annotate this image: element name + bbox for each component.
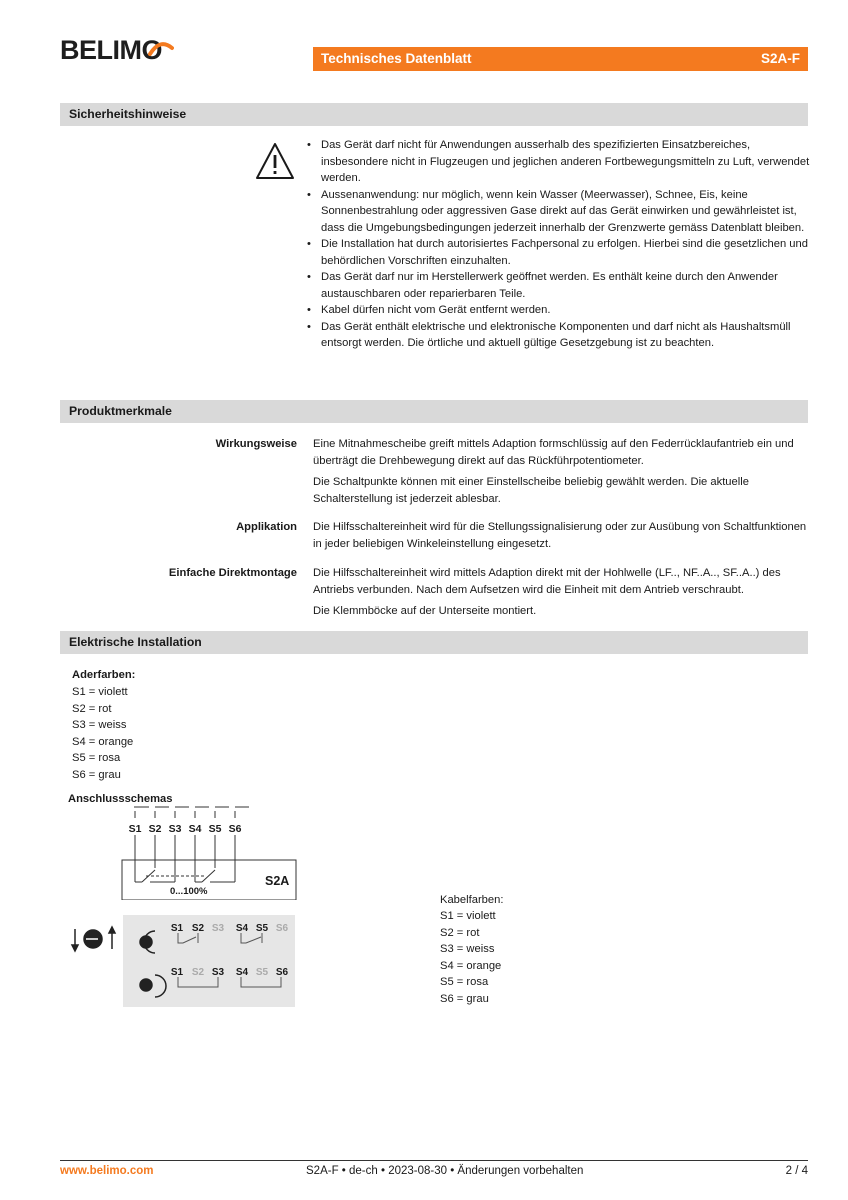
terminal-label: S2	[148, 823, 162, 835]
logo-swoosh-icon	[148, 40, 174, 56]
feature-label: Applikation	[236, 521, 297, 533]
terminal-label: S1	[170, 967, 184, 978]
terminal-label: S2	[191, 923, 205, 934]
terminal-label: S6	[275, 923, 289, 934]
terminal-label: S1	[170, 923, 184, 934]
paragraph: Eine Mitnahmescheibe greift mittels Adaption formschlüssig auf den Federrücklaufantrieb ein und überträgt die Drehbewegung direkt auf das Rückführpotentiometer.	[313, 438, 794, 467]
paragraph: Die Schaltpunkte können mit einer Einstellscheibe beliebig gewählt werden. Die aktuelle Schalterstellung ist jederzeit ablesbar.	[313, 476, 749, 505]
terminal-label: S2	[191, 967, 205, 978]
list-item: S4 = orange	[72, 735, 134, 748]
document-title: Technisches Datenblatt	[321, 51, 472, 66]
paragraph: Die Hilfsschaltereinheit wird mittels Adaption direkt mit der Hohlwelle (LF.., NF..A.., SF..A..) des Antriebs verbunden. Nach dem Aufsetzen wird die Einheit mit dem Antrieb verschraubt.	[313, 567, 781, 596]
range-label: 0...100%	[170, 886, 208, 897]
list-item: S4 = orange	[440, 959, 502, 972]
schema-title: Anschlussschemas	[68, 793, 173, 805]
footer-website-link[interactable]: www.belimo.com	[60, 1165, 154, 1177]
wire-colors-list	[72, 684, 133, 784]
terminal-label: S6	[275, 967, 289, 978]
paragraph: Die Hilfsschaltereinheit wird für die Stellungssignalisierung oder zur Ausübung von Schaltfunktionen in jeder beliebigen Winkeleinstellung eingesetzt.	[313, 521, 807, 550]
list-item: S3 = weiss	[72, 719, 127, 732]
list-item: S2 = rot	[440, 926, 480, 939]
terminal-label: S3	[211, 923, 225, 934]
section-title: Produktmerkmale	[69, 404, 172, 418]
list-item: • Aussenanwendung: nur möglich, wenn kein Wasser (Meerwasser), Schnee, Eis, keine Sonnenbestrahlung oder aggressiven Gase direkt auf das Gerät einwirken und gewährleistet ist, dass die Umgebungsbedingungen jederzeit innerhalb der Grenzwerte gemäss Datenblatt bleiben.	[306, 187, 811, 237]
wiring-diagram	[110, 800, 310, 900]
warning-triangle-icon	[255, 141, 295, 181]
terminal-label: S3	[211, 967, 225, 978]
footer-document-info: S2A-F • de-ch • 2023-08-30 • Änderungen vorbehalten	[306, 1165, 584, 1177]
page-number: 2 / 4	[785, 1165, 808, 1177]
list-item: S6 = grau	[72, 768, 121, 781]
list-item: S5 = rosa	[440, 976, 489, 989]
logo-text: BELIMO	[60, 35, 162, 65]
paragraph: Die Klemmböcke auf der Unterseite montiert.	[313, 605, 537, 617]
terminal-label: S5	[255, 967, 269, 978]
terminal-label: S4	[235, 967, 249, 978]
feature-text	[313, 436, 808, 512]
product-code: S2A-F	[760, 51, 800, 66]
feature-label: Einfache Direktmontage	[168, 567, 297, 579]
list-item: S2 = rot	[72, 702, 112, 715]
terminal-label: S1	[128, 823, 142, 835]
header-bar	[313, 47, 808, 71]
belimo-logo	[60, 35, 170, 74]
feature-text	[313, 519, 808, 557]
list-item: S6 = grau	[440, 992, 489, 1005]
list-item: • Das Gerät enthält elektrische und elektronische Komponenten und darf nicht als Haushaltsmüll entsorgt werden. Die örtliche und aktuell gültige Gesetzgebung ist zu beachten.	[306, 319, 811, 352]
terminal-label: S5	[255, 923, 269, 934]
terminal-label: S4	[235, 923, 249, 934]
rotation-direction-icon	[70, 923, 120, 955]
list-item: • Die Installation hat durch autorisiertes Fachpersonal zu erfolgen. Hierbei sind die gesetzlichen und behördlichen Vorschriften einzuhalten.	[306, 236, 811, 269]
terminal-label: S5	[208, 823, 222, 835]
feature-label: Wirkungsweise	[215, 438, 297, 450]
terminal-label: S4	[188, 823, 202, 835]
wire-colors-title: Aderfarben:	[72, 669, 136, 681]
section-title: Elektrische Installation	[69, 635, 202, 649]
list-item: S1 = violett	[72, 686, 128, 698]
list-item: S5 = rosa	[72, 752, 121, 765]
section-title: Sicherheitshinweise	[69, 107, 187, 121]
safety-list	[306, 137, 811, 352]
cable-colors-title: Kabelfarben:	[440, 894, 504, 906]
terminal-label: S3	[168, 823, 182, 835]
device-label: S2A	[265, 874, 290, 888]
section-features-header	[60, 400, 808, 423]
footer-divider	[60, 1160, 808, 1161]
list-item: S1 = violett	[440, 910, 496, 922]
section-electrical-header	[60, 631, 808, 654]
switch-position-diagram	[123, 915, 295, 1007]
feature-text	[313, 565, 808, 625]
terminal-label: S6	[228, 823, 242, 835]
list-item: • Das Gerät darf nur im Herstellerwerk geöffnet werden. Es enthält keine durch den Anwender austauschbaren oder reparierbaren Teile.	[306, 269, 811, 302]
list-item: S3 = weiss	[440, 943, 495, 956]
list-item: • Das Gerät darf nicht für Anwendungen ausserhalb des spezifizierten Einsatzbereiches, insbesondere nicht in Flugzeugen und jeglichen anderen Fortbewegungsmitteln zu Luft, verwendet werden.	[306, 137, 811, 187]
section-safety-header	[60, 103, 808, 126]
list-item: • Kabel dürfen nicht vom Gerät entfernt werden.	[306, 302, 811, 319]
cable-colors-list	[440, 908, 501, 1008]
